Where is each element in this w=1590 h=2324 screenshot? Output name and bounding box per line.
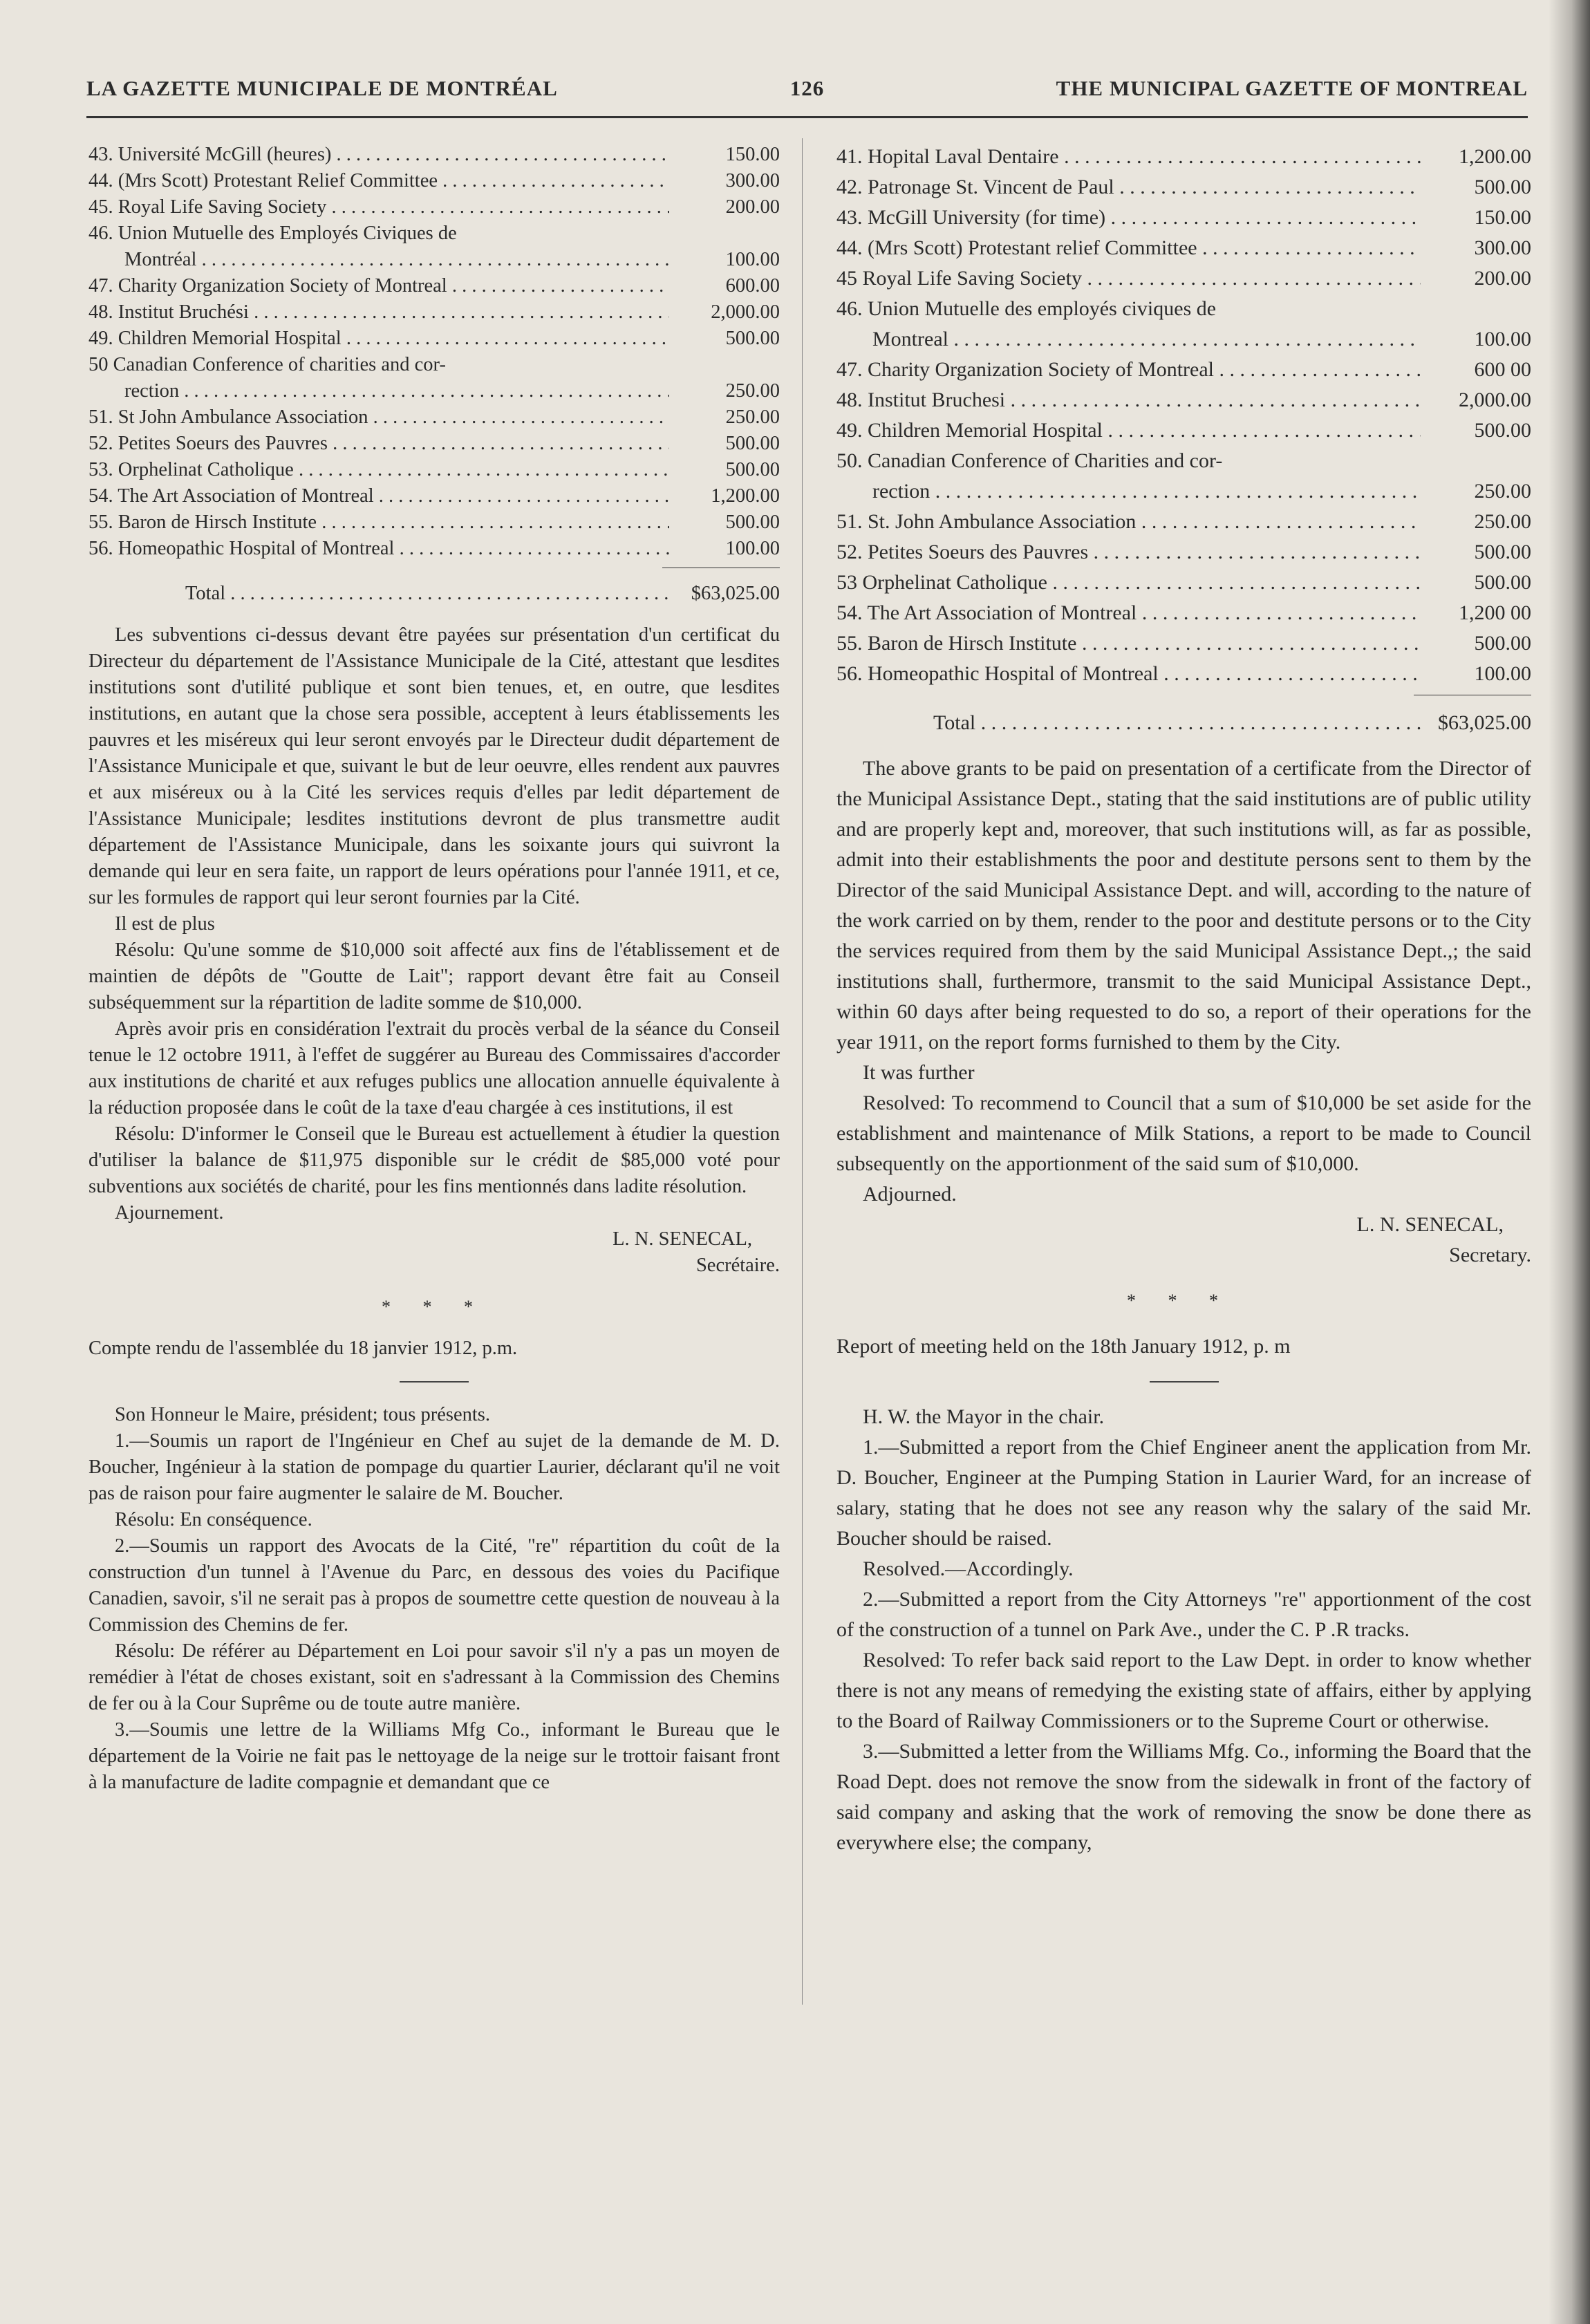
paragraph: It was further — [863, 1061, 975, 1084]
grant-label: 52. Petites Soeurs des Pauvres . . . — [88, 431, 669, 457]
total-label: Total . . . — [88, 581, 669, 607]
paragraph: Resolved.—Accordingly. — [863, 1557, 1074, 1580]
grant-label: 43. McGill University (for time) . . . — [836, 203, 1421, 233]
grant-label: 45 Royal Life Saving Society . . . — [836, 263, 1421, 294]
page-edge-shadow — [1549, 0, 1590, 2324]
grant-row — [836, 537, 1531, 568]
grant-amount: 500.00 — [1474, 571, 1531, 594]
column-divider — [802, 138, 803, 2005]
grant-amount: 100.00 — [725, 249, 780, 270]
grant-label: 47. Charity Organization Society of Montreal . . . — [88, 273, 669, 299]
grant-row — [88, 536, 780, 562]
grant-label: 47. Charity Organization Society of Montreal . . . — [836, 355, 1421, 385]
grant-amount: 2,000.00 — [711, 301, 780, 323]
grant-amount: 100.00 — [1474, 328, 1531, 350]
grant-row — [88, 509, 780, 536]
paragraph: 1.—Submitted a report from the Chief Engineer anent the application from Mr. D. Boucher, Engineer at the Pumping Station in Laurier Ward, for an increase of salary, stating that he does not see any reason why the salary of the said Mr. Boucher should be raised. — [836, 1436, 1531, 1550]
grant-amount: 250.00 — [725, 380, 780, 402]
total-amount: $63,025.00 — [691, 583, 780, 604]
grant-label: 44. (Mrs Scott) Protestant relief Committee . . . — [836, 233, 1421, 263]
grant-row — [88, 168, 780, 194]
grant-amount: 1,200.00 — [1459, 145, 1531, 168]
grant-row — [836, 294, 1531, 324]
grant-amount: 300.00 — [1474, 236, 1531, 259]
grant-amount: 600 00 — [1474, 358, 1531, 381]
grant-label: 55. Baron de Hirsch Institute . . . — [88, 509, 669, 536]
grant-amount: 200.00 — [725, 196, 780, 218]
grant-amount: 500.00 — [1474, 176, 1531, 198]
grant-row — [836, 598, 1531, 628]
grant-amount: 250.00 — [725, 406, 780, 428]
adjournment: Adjourned. — [863, 1183, 957, 1206]
grant-row — [836, 355, 1531, 385]
grant-row — [836, 233, 1531, 263]
grant-label: 53 Orphelinat Catholique . . . — [836, 568, 1421, 598]
grant-row — [88, 142, 780, 168]
grant-row — [836, 446, 1531, 476]
grant-label: 48. Institut Bruchési . . . — [88, 299, 669, 326]
grant-label: 49. Children Memorial Hospital . . . — [836, 415, 1421, 446]
grant-row — [88, 404, 780, 431]
grant-row — [836, 415, 1531, 446]
grant-amount: 500.00 — [725, 328, 780, 349]
paragraph: 2.—Submitted a report from the City Attorneys "re" apportionment of the cost of the construction of a tunnel on Park Ave., under the C. P .R tracks. — [836, 1588, 1531, 1641]
grant-amount: 200.00 — [1474, 267, 1531, 290]
english-total-row — [836, 708, 1531, 738]
grant-row — [88, 483, 780, 509]
paragraph: 3.—Soumis une lettre de la Williams Mfg Co., informant le Bureau que le département de la Voirie ne fait pas le nettoyage de la neige sur le trottoir faisant front à la manufacture de ladite compagnie et demandant que ce — [88, 1719, 780, 1793]
paragraph: Résolu: En conséquence. — [115, 1509, 312, 1530]
grant-label-continued: rection . . . — [88, 378, 669, 404]
paragraph: Résolu: Qu'une somme de $10,000 soit affecté aux fins de l'établissement et de maintien de dépôts de "Goutte de Lait"; rapport devant être fait au Conseil subséquemment sur la répartition de ladite somme de $10,000. — [88, 939, 780, 1013]
grant-amount: 300.00 — [725, 170, 780, 191]
grant-row — [836, 172, 1531, 203]
grant-row-continued — [836, 324, 1531, 355]
grant-row — [836, 659, 1531, 689]
french-column — [88, 142, 780, 1796]
page-header — [86, 76, 1528, 118]
paragraph: Résolu: De référer au Département en Loi pour savoir s'il n'y a pas un moyen de remédier à l'état de choses existant, soit en s'adressant à la Commission des Chemins de fer ou à la Cour Suprême ou de toute autre manière. — [88, 1640, 780, 1714]
signature-name: L. N. SENECAL, — [1356, 1213, 1504, 1236]
section-separator: * * * — [1127, 1291, 1232, 1311]
grant-row — [836, 142, 1531, 172]
header-french-title: LA GAZETTE MUNICIPALE DE MONTRÉAL — [86, 76, 558, 100]
paragraph: Résolu: D'informer le Conseil que le Bureau est actuellement à étudier la question d'utiliser la balance de $11,975 disponible sur le crédit de $85,000 voté pour subventions aux sociétés de charité, pour les fins mentionnés dans ladite résolution. — [88, 1123, 780, 1197]
grant-row-continued — [88, 378, 780, 404]
paragraph: 3.—Submitted a letter from the Williams Mfg. Co., informing the Board that the Road Dept. does not remove the snow from the sidewalk in front of the factory of said company and asking that the work of removing the snow be done there as everywhere else; the company, — [836, 1740, 1531, 1854]
page-number: 126 — [789, 76, 825, 100]
english-grant-list — [836, 142, 1531, 689]
grant-row — [88, 221, 780, 247]
grant-label-continued: Montréal . . . — [88, 247, 669, 273]
grant-row — [836, 568, 1531, 598]
french-total-row — [88, 581, 780, 607]
paragraph: 2.—Soumis un rapport des Avocats de la Cité, "re" répartition du coût de la construction d'un tunnel à l'Avenue du Parc, en dessous des voies du Pacifique Canadien, savoir, s'il ne serait pas à propos de soumettre cette question de nouveau à la Commission des Chemins de fer. — [88, 1535, 780, 1636]
paragraph: 1.—Soumis un raport de l'Ingénieur en Chef au sujet de la demande de M. D. Boucher, Ingénieur à la station de pompage du quartier Laurier, déclarant qu'il ne voit pas de raison pour faire augmenter le salaire de M. Boucher. — [88, 1430, 780, 1504]
grant-amount: 600.00 — [725, 275, 780, 297]
grant-label: 55. Baron de Hirsch Institute . . . — [836, 628, 1421, 659]
grant-amount: 500.00 — [725, 433, 780, 454]
grant-label: 54. The Art Association of Montreal . . . — [88, 483, 669, 509]
grant-label: 42. Patronage St. Vincent de Paul . . . — [836, 172, 1421, 203]
adjournment: Ajournement. — [115, 1202, 224, 1224]
grant-row-continued — [836, 476, 1531, 507]
meeting-heading: Compte rendu de l'assemblée du 18 janvier 1912, p.m. — [88, 1338, 518, 1359]
paragraph: Resolved: To refer back said report to the Law Dept. in order to know whether there is not any means of remedying the existing state of affairs, either by applying to the Board of Railway Commissioners or to the Supreme Court or otherwise. — [836, 1649, 1531, 1732]
total-amount: $63,025.00 — [1438, 711, 1531, 734]
grant-label: 51. St John Ambulance Association . . . — [88, 404, 669, 431]
grant-amount: 500.00 — [1474, 632, 1531, 655]
english-column — [836, 142, 1531, 1858]
grant-label: 53. Orphelinat Catholique . . . — [88, 457, 669, 483]
paragraph: Resolved: To recommend to Council that a sum of $10,000 be set aside for the establishment and maintenance of Milk Stations, a report to be made to Council subsequently on the apportionment of the said sum of $10,000. — [836, 1091, 1531, 1175]
header-rule — [86, 116, 1528, 118]
grant-amount: 1,200 00 — [1459, 601, 1531, 624]
grant-row-continued — [88, 247, 780, 273]
grant-row — [836, 263, 1531, 294]
grant-row — [88, 299, 780, 326]
paragraph: H. W. the Mayor in the chair. — [863, 1405, 1105, 1428]
grant-row — [88, 326, 780, 352]
grant-amount: 150.00 — [1474, 206, 1531, 229]
grant-row — [88, 431, 780, 457]
grant-row — [836, 385, 1531, 415]
grant-row — [88, 273, 780, 299]
grant-label: 49. Children Memorial Hospital . . . — [88, 326, 669, 352]
grant-label: 41. Hopital Laval Dentaire . . . — [836, 142, 1421, 172]
header-english-title: THE MUNICIPAL GAZETTE OF MONTREAL — [1056, 76, 1528, 100]
paragraph: Les subventions ci-dessus devant être payées sur présentation d'un certificat du Directeur du département de l'Assistance Municipale de la Cité, attestant que lesdites institutions sont d'utilité publique et sont bien tenues, et, en outre, que lesdites institutions, en autant que la chose sera possible, acceptent à leurs établissements les pauvres et les miséreux qui leur seront envoyés par le Directeur dudit département de l'Assistance Municipale et que, suivant le but de leur oeuvre, elles rendent aux pauvres et aux miséreux ou à la Cité les services requis d'elles par ledit département de l'Assistance Municipale; lesdites institutions devront de plus transmettre audit département de l'Assistance Municipale, dans les soixante jours qui suivront la demande qui leur en sera faite, un rapport de leurs opérations pour l'année 1911, et ce, sur les formules de rapport qui leur seront fournies par la Cité. — [88, 624, 780, 908]
grant-label: 46. Union Mutuelle des employés civiques de — [836, 297, 1217, 320]
grant-label: 50 Canadian Conference of charities and cor- — [88, 354, 446, 375]
grant-label: 44. (Mrs Scott) Protestant Relief Committee . . . — [88, 168, 669, 194]
grant-label-continued: rection . . . — [836, 476, 1421, 507]
grant-row — [836, 203, 1531, 233]
grant-row — [88, 194, 780, 221]
grant-row — [836, 628, 1531, 659]
signature-name: L. N. SENECAL, — [612, 1228, 752, 1250]
grant-label-continued: Montreal . . . — [836, 324, 1421, 355]
grant-row — [88, 352, 780, 378]
meeting-heading: Report of meeting held on the 18th January 1912, p. m — [836, 1335, 1291, 1358]
grant-amount: 1,200.00 — [711, 485, 780, 507]
grant-label: 45. Royal Life Saving Society . . . — [88, 194, 669, 221]
grant-row — [836, 507, 1531, 537]
grant-amount: 500.00 — [725, 459, 780, 480]
grant-label: 50. Canadian Conference of Charities and cor- — [836, 449, 1223, 472]
grant-row — [88, 457, 780, 483]
paragraph: Il est de plus — [115, 913, 215, 935]
short-rule — [1150, 1381, 1219, 1383]
french-grant-list — [88, 142, 780, 562]
grant-label: 48. Institut Bruchesi . . . — [836, 385, 1421, 415]
grant-amount: 150.00 — [725, 144, 780, 165]
grant-amount: 250.00 — [1474, 510, 1531, 533]
grant-amount: 100.00 — [1474, 662, 1531, 685]
signature-title: Secretary. — [1449, 1244, 1531, 1266]
total-label: Total . . . — [836, 708, 1421, 738]
grant-amount: 250.00 — [1474, 480, 1531, 503]
grant-label: 56. Homeopathic Hospital of Montreal . . . — [836, 659, 1421, 689]
grant-label: 43. Université McGill (heures) . . . — [88, 142, 669, 168]
signature-title: Secrétaire. — [695, 1255, 780, 1276]
grant-label: 51. St. John Ambulance Association . . . — [836, 507, 1421, 537]
grant-amount: 100.00 — [725, 538, 780, 559]
grant-amount: 500.00 — [1474, 419, 1531, 442]
paragraph: The above grants to be paid on presentation of a certificate from the Director of the Municipal Assistance Dept., stating that the said institutions are of public utility and are properly kept and, moreover, that such institutions will, as far as possible, admit into their establishments the poor and destitute persons sent to them by the Director of the said Municipal Assistance Dept. and will, according to the nature of the work carried on by them, render to the poor and destitute persons or to the City the services required from them by the said Municipal Assistance Dept.,; the said institutions shall, furthermore, transmit to the said Municipal Assistance Dept., within 60 days after being requested to do so, a report of their operations for the year 1911, on the report forms furnished to them by the City. — [836, 757, 1531, 1053]
grant-label: 54. The Art Association of Montreal . . . — [836, 598, 1421, 628]
grant-amount: 500.00 — [725, 512, 780, 533]
grant-label: 46. Union Mutuelle des Employés Civiques de — [88, 223, 457, 244]
grant-amount: 2,000.00 — [1459, 388, 1531, 411]
grant-amount: 500.00 — [1474, 541, 1531, 563]
grant-label: 56. Homeopathic Hospital of Montreal . . . — [88, 536, 669, 562]
section-separator: * * * — [382, 1297, 487, 1317]
paragraph: Après avoir pris en considération l'extrait du procès verbal de la séance du Conseil tenue le 12 octobre 1911, à l'effet de suggérer au Bureau des Commissaires d'accorder aux institutions de charité et aux refuges publics une allocation annuelle équivalente à la réduction proposée dans le coût de la taxe d'eau chargée à ces institutions, il est — [88, 1018, 780, 1118]
paragraph: Son Honneur le Maire, président; tous présents. — [115, 1404, 490, 1425]
short-rule — [400, 1381, 469, 1383]
grant-label: 52. Petites Soeurs des Pauvres . . . — [836, 537, 1421, 568]
